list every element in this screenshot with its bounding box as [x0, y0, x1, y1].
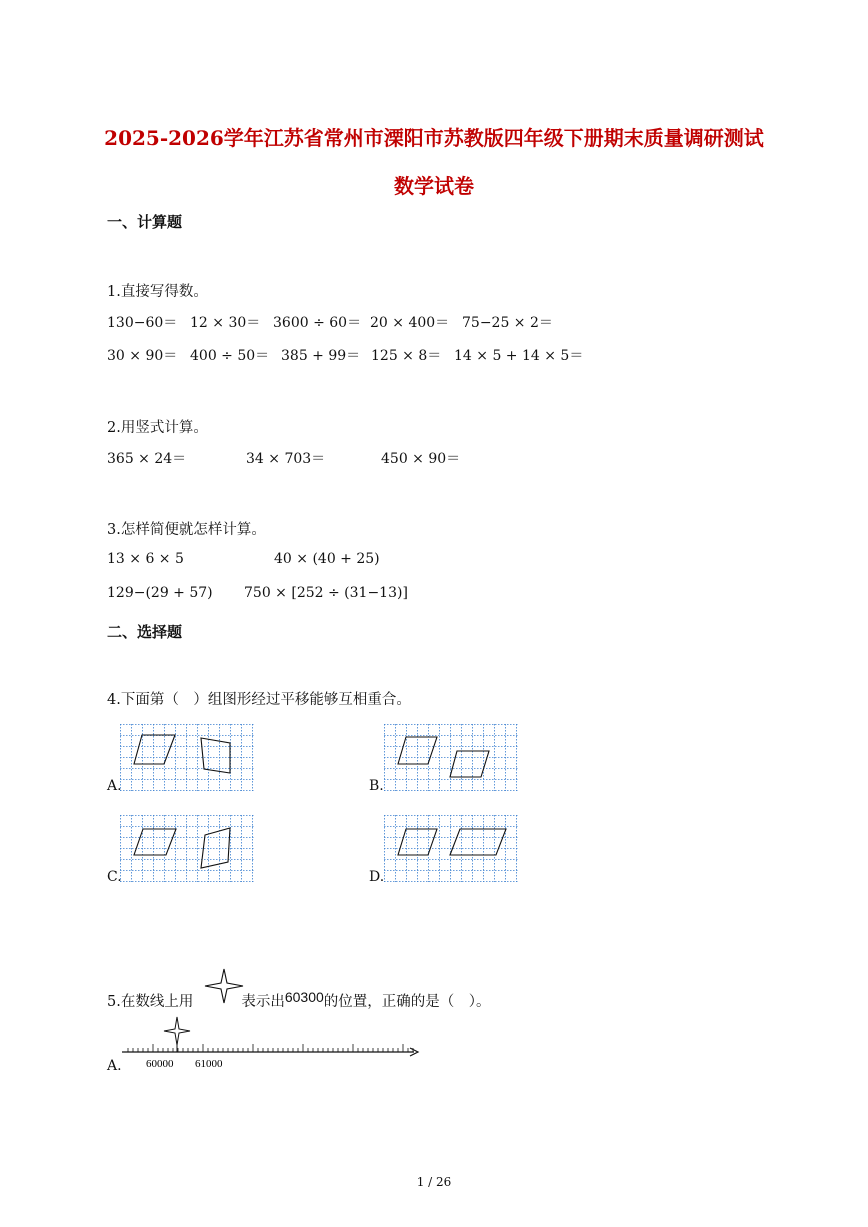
- q4-option-a-label[interactable]: A.: [107, 778, 122, 794]
- parallelogram-shape: [134, 735, 175, 764]
- q4-option-a-grid[interactable]: [120, 724, 255, 791]
- q1-expr: 14 × 5 + 14 × 5＝: [454, 348, 584, 364]
- q4-option-c-label[interactable]: C.: [107, 869, 122, 885]
- q1-expr: 20 × 400＝: [370, 315, 450, 331]
- q3-prompt: 3.怎样简便就怎样计算。: [107, 522, 266, 538]
- parallelogram-shape: [398, 737, 437, 764]
- q1-expr: 385 + 99＝: [281, 348, 361, 364]
- q2-expr: 450 × 90＝: [381, 451, 461, 467]
- star-marker: [164, 1017, 190, 1045]
- q2-expr: 365 × 24＝: [107, 451, 187, 467]
- page-subtitle: 数学试卷: [394, 174, 474, 198]
- q3-expr: 750 × [252 ÷ (31−13)]: [244, 585, 408, 601]
- q2-prompt: 2.用竖式计算。: [107, 420, 208, 436]
- section-heading-calc: 一、计算题: [107, 213, 183, 231]
- q4-option-c-grid[interactable]: [120, 815, 255, 882]
- section-heading-choice: 二、选择题: [107, 623, 183, 641]
- quadrilateral-shape: [201, 738, 230, 773]
- q4-option-b-label[interactable]: B.: [369, 778, 384, 794]
- parallelogram-shape: [450, 829, 506, 855]
- q1-expr: 3600 ÷ 60＝: [273, 315, 362, 331]
- q4-prompt: 4.下面第（ ）组图形经过平移能够互相重合。: [107, 692, 411, 708]
- q5-prompt-after: 的位置，正确的是（ ）。: [323, 994, 491, 1010]
- q1-expr: 130−60＝: [107, 315, 178, 331]
- q1-expr: 12 × 30＝: [190, 315, 261, 331]
- q5-option-a-number-line[interactable]: [118, 1013, 428, 1073]
- q1-prompt: 1.直接写得数。: [107, 284, 208, 300]
- q3-expr: 129−(29 + 57): [107, 585, 213, 601]
- parallelogram-shape: [134, 829, 176, 855]
- q4-option-d-grid[interactable]: [384, 815, 519, 882]
- q5-option-a-label[interactable]: A.: [107, 1058, 122, 1074]
- tick-label: 61000: [195, 1058, 223, 1070]
- q5-prompt-before: 5.在数线上用: [107, 994, 194, 1010]
- q4-option-d-label[interactable]: D.: [369, 869, 385, 885]
- star-icon: [204, 968, 244, 1004]
- q1-expr: 125 × 8＝: [371, 348, 442, 364]
- q1-expr: 400 ÷ 50＝: [190, 348, 270, 364]
- page-number: 1 / 26: [416, 1175, 452, 1189]
- page-title: 2025-2026学年江苏省常州市溧阳市苏教版四年级下册期末质量调研测试: [104, 126, 764, 150]
- tick-label: 60000: [146, 1058, 174, 1070]
- q5-prompt: [107, 990, 491, 1011]
- q3-expr: 13 × 6 × 5: [107, 551, 184, 567]
- q5-number: 60300: [284, 989, 324, 1005]
- q2-expr: 34 × 703＝: [246, 451, 326, 467]
- q4-option-b-grid[interactable]: [384, 724, 519, 791]
- q3-expr: 40 × (40 + 25): [274, 551, 380, 567]
- q1-expr: 30 × 90＝: [107, 348, 178, 364]
- q5-prompt-middle: 表示出: [241, 994, 285, 1010]
- q1-expr: 75−25 × 2＝: [462, 315, 553, 331]
- quadrilateral-shape: [201, 828, 230, 868]
